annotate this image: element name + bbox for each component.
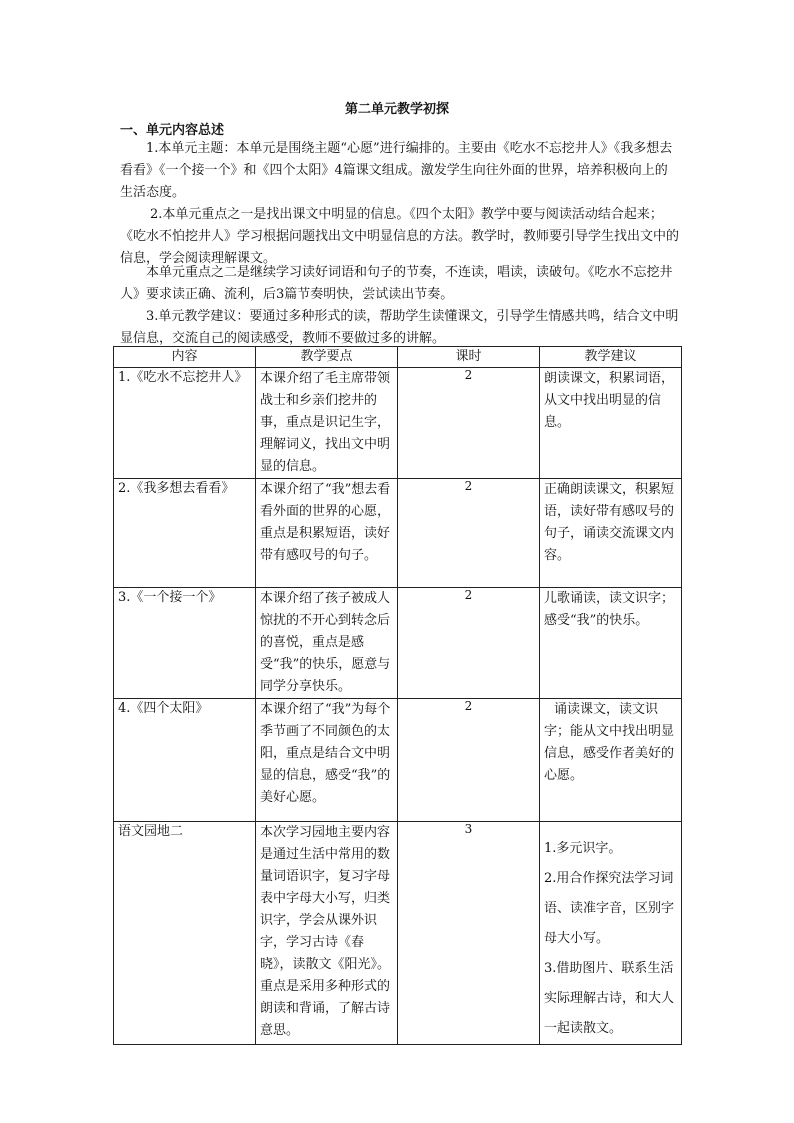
cell-teaching-advice xyxy=(540,822,682,1045)
table-row xyxy=(114,822,682,1045)
section-heading: 一、单元内容总述 xyxy=(120,123,225,138)
lesson-plan-table xyxy=(113,346,682,1045)
paragraph-key-point-one: 2.本单元重点之一是找出课文中明显的信息。《四个太阳》教学中要与阅读活动结合起来；《吃水不怕挖井人》学习根据问题找出文中明显信息的方法。教学时，教师要引导学生找出文中的信息，学会阅读理解课文。 xyxy=(120,207,680,266)
advice-item: 1.多元识字。 xyxy=(544,841,622,856)
cell-class-hours: 3 xyxy=(398,822,540,1045)
cell-teaching-points: 本次学习园地主要内容是通过生活中常用的数量词语识字，复习字母表中字母大小写，归类识字，学会从课外识字，学习古诗《春晓》，读散文《阳光》。重点是采用多种形式的朗读和背诵，了解古诗意思。 xyxy=(256,822,398,1045)
cell-teaching-points: 本课介绍了“我”想去看看外面的世界的心愿，重点是积累短语，读好带有感叹号的句子。 xyxy=(256,479,398,588)
header-class-hours: 课时 xyxy=(398,347,540,368)
cell-teaching-points: 本课介绍了毛主席带领战士和乡亲们挖井的事，重点是识记生字，理解词义，找出文中明显的信息。 xyxy=(256,368,398,479)
cell-content: 4.《四个太阳》 xyxy=(114,699,256,822)
cell-content: 2.《我多想去看看》 xyxy=(114,479,256,588)
cell-class-hours: 2 xyxy=(398,479,540,588)
cell-class-hours: 2 xyxy=(398,699,540,822)
table-row xyxy=(114,479,682,588)
advice-item: 2.用合作探究法学习词语、读准字音，区别字母大小写。 xyxy=(544,871,675,946)
header-content: 内容 xyxy=(114,347,256,368)
advice-item: 3.借助图片、联系生活实际理解古诗，和大人一起读散文。 xyxy=(544,961,675,1036)
cell-content: 3.《一个接一个》 xyxy=(114,588,256,699)
table-header-row xyxy=(114,347,682,368)
page-title: 第二单元教学初探 xyxy=(344,102,449,117)
cell-teaching-points: 本课介绍了“我”为每个季节画了不同颜色的太阳，重点是结合文中明显的信息，感受“我”的美好心愿。 xyxy=(256,699,398,822)
cell-teaching-advice: 诵读课文，读文识字；能从文中找出明显信息，感受作者美好的心愿。 xyxy=(540,699,682,822)
header-teaching-advice: 教学建议 xyxy=(540,347,682,368)
header-teaching-points: 教学要点 xyxy=(256,347,398,368)
cell-teaching-advice: 正确朗读课文，积累短语，读好带有感叹号的句子，诵读交流课文内容。 xyxy=(540,479,682,588)
paragraph-unit-theme: 1.本单元主题：本单元是围绕主题“心愿”进行编排的。主要由《吃水不忘挖井人》《我多想去看看》《一个接一个》和《四个太阳》4篇课文组成。激发学生向往外面的世界，培养积极向上的生活态度。 xyxy=(120,141,673,200)
cell-class-hours: 2 xyxy=(398,368,540,479)
cell-content: 1.《吃水不忘挖井人》 xyxy=(114,368,256,479)
table-row xyxy=(114,699,682,822)
cell-teaching-advice: 朗读课文，积累词语，从文中找出明显的信息。 xyxy=(540,368,682,479)
cell-class-hours: 2 xyxy=(398,588,540,699)
cell-teaching-advice: 儿歌诵读，读文识字；感受“我”的快乐。 xyxy=(540,588,682,699)
table-row xyxy=(114,368,682,479)
paragraph-key-point-two: 本单元重点之二是继续学习读好词语和句子的节奏，不连读，唱读，读破句。《吃水不忘挖井人》要求读正确、流利，后3篇节奏明快，尝试读出节奏。 xyxy=(120,265,673,302)
paragraph-teaching-advice: 3.单元教学建议：要通过多种形式的读，帮助学生读懂课文，引导学生情感共鸣，结合文中明显信息，交流自己的阅读感受，教师不要做过多的讲解。 xyxy=(120,309,679,346)
table-row xyxy=(114,588,682,699)
cell-teaching-points: 本课介绍了孩子被成人惊扰的不开心到转念后的喜悦，重点是感受“我”的快乐，愿意与同学分享快乐。 xyxy=(256,588,398,699)
cell-content: 语文园地二 xyxy=(114,822,256,1045)
